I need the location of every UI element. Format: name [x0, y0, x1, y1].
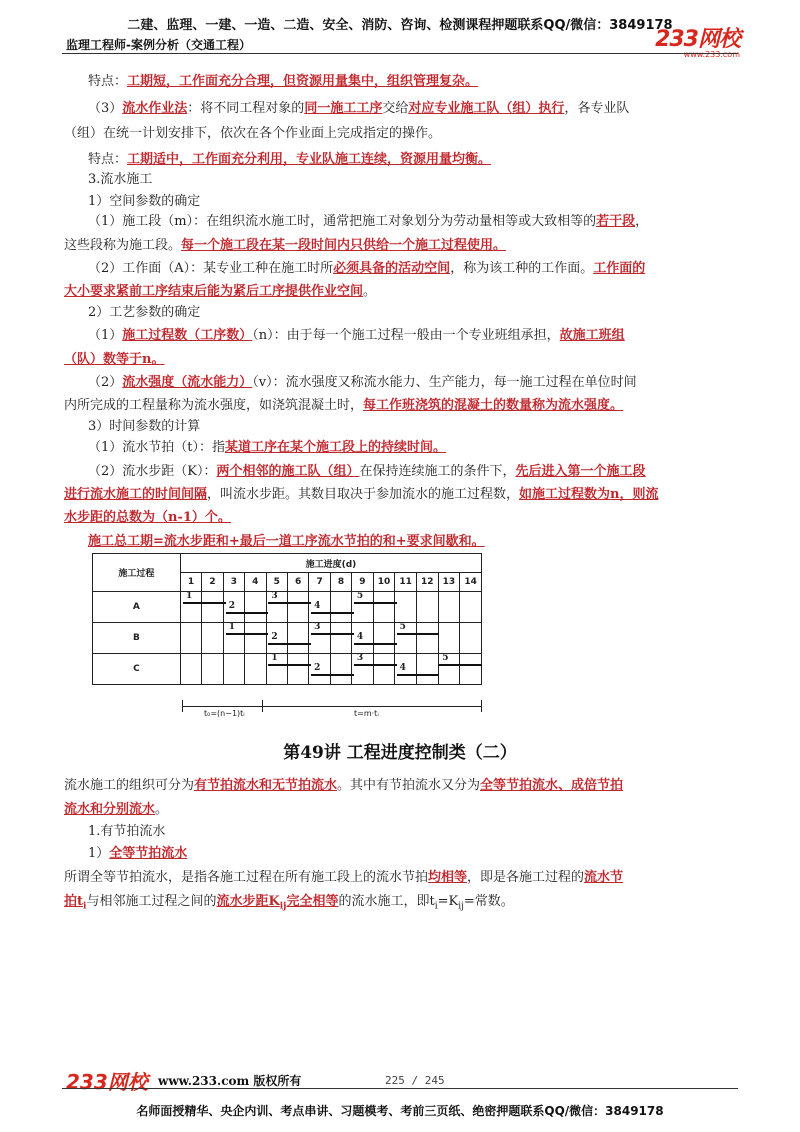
schedule-cell: [416, 592, 438, 623]
segment-number: 2: [228, 601, 235, 611]
schedule-cell: [460, 592, 482, 623]
footer-logo: 233网校: [66, 1070, 148, 1094]
schedule-cell: [266, 654, 287, 685]
schedule-cell: [330, 623, 351, 654]
schedule-cell: [180, 654, 201, 685]
paragraph-line: 水步距的总数为（n-1）个。: [64, 510, 231, 525]
schedule-cell: [438, 592, 460, 623]
schedule-cell: [460, 654, 482, 685]
paragraph-line: 内所完成的工程量称为流水强度，如浇筑混凝土时，每工作班浇筑的混凝土的数量称为流水强度。: [64, 398, 624, 413]
schedule-cell: [266, 592, 287, 623]
duration-dimension: [92, 700, 482, 720]
paragraph-line: 这些段称为施工段。每一个施工段在某一段时间内只供给一个施工过程使用。: [64, 238, 507, 253]
schedule-cell: [180, 623, 201, 654]
paragraph-line: 特点：工期适中，工作面充分利用，专业队施工连续，资源用量均衡。: [88, 152, 492, 167]
paragraph-line: （1）施工段（m）：在组织流水施工时，通常把施工对象划分为劳动量相等或大致相等的若干段，: [88, 214, 649, 229]
day-header: 7: [309, 573, 330, 592]
paragraph-line: （队）数等于n。: [64, 352, 165, 367]
paragraph-line: （组）在统一计划安排下，依次在各个作业面上完成指定的操作。: [64, 126, 442, 141]
segment-number: 2: [271, 632, 278, 642]
paragraph-line: 3）时间参数的计算: [88, 419, 201, 434]
schedule-cell: [202, 592, 223, 623]
schedule-cell: [416, 654, 438, 685]
day-header: 5: [266, 573, 287, 592]
day-header: 13: [438, 573, 460, 592]
segment-number: 5: [399, 622, 406, 632]
segment-number: 3: [314, 622, 321, 632]
paragraph-line: 施工总工期=流水步距和+最后一道工序流水节拍的和+要求间歇和。: [88, 534, 485, 549]
segment-number: 1: [271, 653, 278, 663]
segment-number: 3: [271, 591, 278, 601]
schedule-cell: [202, 654, 223, 685]
paragraph-line: （3）流水作业法：将不同工程对象的同一施工工序交给对应专业施工队（组）执行，各专业队: [88, 101, 630, 116]
page-number: 225 / 245: [385, 1074, 445, 1087]
day-header: 8: [330, 573, 351, 592]
schedule-cell: [309, 623, 330, 654]
schedule-cell: [245, 623, 266, 654]
paragraph-line: （2）工作面（A）：某专业工种在施工时所必须具备的活动空间，称为该工种的工作面。工作面的: [88, 261, 646, 276]
process-label: C: [93, 654, 181, 685]
section-title: 第49讲 工程进度控制类（二）: [283, 743, 517, 763]
paragraph-line: （1）施工过程数（工序数）（n）：由于每一个施工过程一般由一个专业班组承担，故施工班组: [88, 328, 625, 343]
schedule-cell: [287, 592, 308, 623]
schedule-cell: [373, 592, 395, 623]
paragraph-line: 1）空间参数的确定: [88, 194, 201, 209]
segment-number: 3: [356, 653, 364, 663]
schedule-cell: [395, 623, 417, 654]
brand-logo: 233网校 www.233.com: [655, 27, 740, 59]
day-header: 14: [460, 573, 482, 592]
dim-left-label: t₀=(n−1)tᵢ: [204, 709, 245, 718]
schedule-cell: [223, 623, 244, 654]
schedule-table: [92, 553, 482, 718]
schedule-cell: [287, 654, 308, 685]
schedule-cell: [202, 623, 223, 654]
schedule-cell: [287, 623, 308, 654]
schedule-cell: [245, 592, 266, 623]
segment-number: 4: [356, 632, 364, 642]
document-subtitle: 监理工程师-案例分析（交通工程）: [66, 38, 251, 52]
paragraph-line: 1.有节拍流水: [88, 824, 166, 839]
schedule-cell: [352, 592, 373, 623]
paragraph-line: 2）工艺参数的确定: [88, 305, 201, 320]
paragraph-line: 1）全等节拍流水: [88, 846, 188, 861]
header-contact-line: 二建、监理、一建、一造、二造、安全、消防、咨询、检测课程押题联系QQ/微信：3849178: [127, 18, 673, 33]
segment-number: 1: [186, 591, 193, 601]
day-header: 2: [202, 573, 223, 592]
schedule-cell: [266, 623, 287, 654]
schedule-cell: [416, 623, 438, 654]
schedule-cell: [373, 654, 395, 685]
day-header: 11: [395, 573, 417, 592]
schedule-cell: [460, 623, 482, 654]
paragraph-line: （2）流水强度（流水能力）（v）：流水强度又称流水能力、生产能力，每一施工过程在单位时间: [88, 375, 637, 390]
paragraph-line: 所谓全等节拍流水，是指各施工过程在所有施工段上的流水节拍均相等，即是各施工过程的流水节: [64, 870, 624, 885]
paragraph-line: 进行流水施工的时间间隔，叫流水步距。其数目取决于参加流水的施工过程数，如施工过程数为n，则流: [64, 487, 659, 502]
footer-contact-line: 名师面授精华、央企内训、考点串讲、习题模考、考前三页纸、绝密押题联系QQ/微信：3849178: [136, 1104, 664, 1118]
schedule-cell: [309, 592, 330, 623]
schedule-cell: [438, 654, 460, 685]
day-header: 10: [373, 573, 395, 592]
day-header: 6: [287, 573, 308, 592]
segment-number: 4: [399, 663, 406, 673]
day-header: 12: [416, 573, 438, 592]
day-header: 9: [352, 573, 373, 592]
schedule-cell: [330, 592, 351, 623]
schedule-cell: [395, 654, 417, 685]
schedule-cell: [245, 654, 266, 685]
day-header: 4: [245, 573, 266, 592]
day-header: 3: [223, 573, 244, 592]
col-header-progress: 施工进度(d): [180, 554, 481, 573]
footer-site: www.233.com 版权所有: [158, 1074, 302, 1088]
segment-number: 1: [228, 622, 235, 632]
paragraph-line: 流水和分别流水。: [64, 802, 169, 817]
dim-right-label: t=m·tᵢ: [354, 709, 379, 718]
process-label: B: [93, 623, 181, 654]
schedule-cell: [438, 623, 460, 654]
segment-number: 5: [442, 653, 449, 663]
paragraph-line: 大小要求紧前工序结束后能为紧后工序提供作业空间。: [64, 284, 377, 299]
schedule-cell: [352, 623, 373, 654]
day-header: 1: [180, 573, 201, 592]
paragraph-line: （2）流水步距（K）：两个相邻的施工队（组）在保持连续施工的条件下，先后进入第一个施工段: [88, 464, 646, 479]
footer-divider: [62, 1088, 738, 1089]
schedule-cell: [352, 654, 373, 685]
segment-number: 2: [314, 663, 321, 673]
schedule-cell: [373, 623, 395, 654]
process-label: A: [93, 592, 181, 623]
col-header-process: 施工过程: [93, 554, 181, 592]
schedule-cell: [223, 654, 244, 685]
schedule-cell: [223, 592, 244, 623]
header-divider: [62, 53, 738, 54]
segment-number: 4: [314, 601, 321, 611]
paragraph-line: 特点：工期短，工作面充分合理，但资源用量集中，组织管理复杂。: [88, 74, 479, 89]
schedule-cell: [309, 654, 330, 685]
paragraph-line: 流水施工的组织可分为有节拍流水和无节拍流水。其中有节拍流水又分为全等节拍流水、成倍节拍: [64, 778, 624, 793]
segment-number: 5: [356, 591, 364, 601]
paragraph-line: （1）流水节拍（t）：指某道工序在某个施工段上的持续时间。: [88, 440, 447, 455]
paragraph-line: 3.流水施工: [88, 172, 153, 187]
schedule-cell: [395, 592, 417, 623]
schedule-cell: [330, 654, 351, 685]
schedule-cell: [180, 592, 201, 623]
paragraph-line: 拍$t_i$与相邻施工过程之间的流水步距$K_{ij}$完全相等的流水施工，即$t_i=K_{ij}=$常数。: [64, 894, 514, 912]
